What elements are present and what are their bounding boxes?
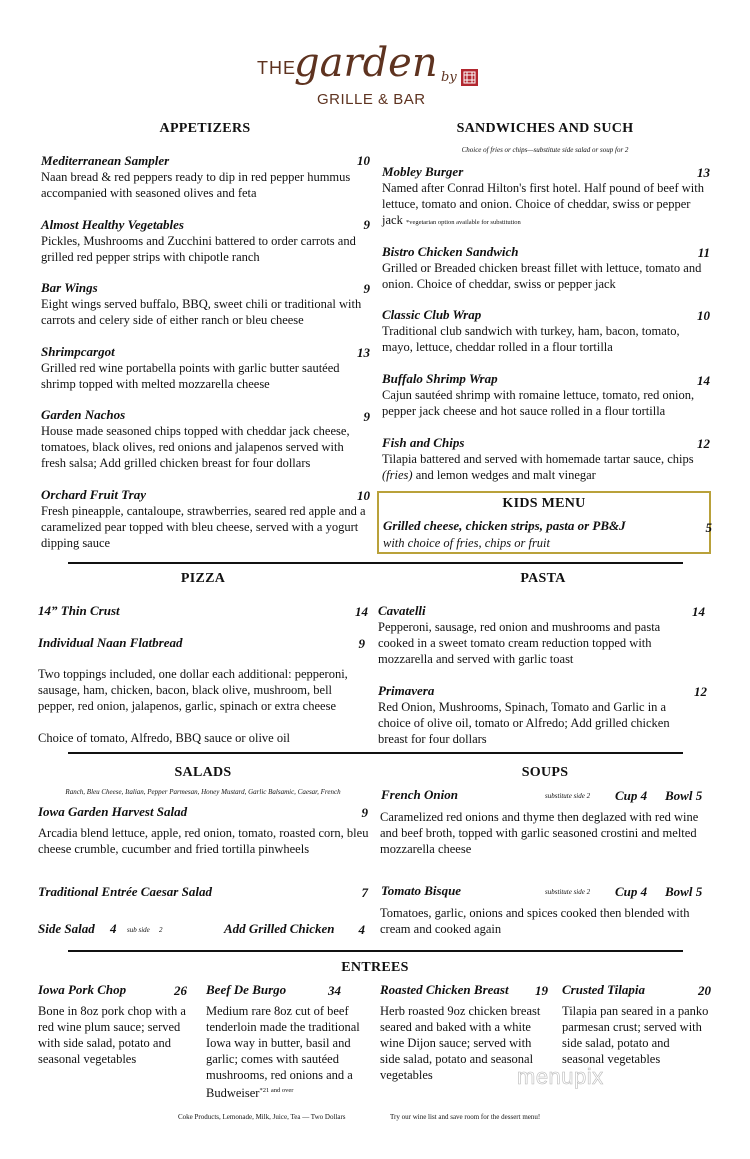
logo-the: THE <box>257 58 296 78</box>
sandwich-name: Classic Club Wrap <box>382 307 482 322</box>
entree-desc: Herb roasted 9oz chicken breast seared and baked with a white wine Dijon sauce; served with side salad, potato and seasonal vegetables <box>380 1004 541 1082</box>
soup-name: French Onion <box>381 787 458 802</box>
side-salad-name: Side Salad <box>38 921 95 936</box>
logo-grille-bar: GRILLE & BAR <box>317 91 426 108</box>
sandwich-price: 14 <box>697 373 710 388</box>
sandwich-price: 12 <box>697 436 710 451</box>
pasta-desc: Red Onion, Mushrooms, Spinach, Tomato and Garlic in a choice of olive oil, tomato or Alfredo; Add grilled chicken breast for four dollars <box>378 700 670 746</box>
pizza-price: 14 <box>355 604 368 619</box>
pasta-desc: Pepperoni, sausage, red onion and mushrooms and pasta cooked in a sweet tomato cream reduction topped with mozzarella and served with garlic toast <box>378 620 661 666</box>
menupix-watermark: menupix <box>517 1064 604 1089</box>
entree-name: Crusted Tilapia <box>562 982 645 997</box>
sandwich-name: Fish and Chips <box>382 435 465 450</box>
entrees-heading: ENTREES <box>341 960 409 975</box>
divider <box>68 562 683 564</box>
salads-heading: SALADS <box>174 765 232 780</box>
pasta-price: 14 <box>692 604 705 619</box>
sandwich-name: Mobley Burger <box>382 164 464 179</box>
salad-name: Iowa Garden Harvest Salad <box>38 804 188 819</box>
appetizer-name: Bar Wings <box>41 280 98 295</box>
appetizer-name: Almost Healthy Vegetables <box>41 217 184 232</box>
entree-desc-text: Medium rare 8oz cut of beef tenderloin made the traditional Iowa way in butter, basil and garlic; comes with sautéed mushrooms, red onions and a Budweiser <box>206 1004 360 1101</box>
appetizer-price: 10 <box>357 153 370 168</box>
pasta-price: 12 <box>694 684 707 699</box>
sandwich-desc: Grilled or Breaded chicken breast fillet with lettuce, tomato and onion. Choice of cheddar, swiss or pepper jack <box>382 261 702 291</box>
divider <box>68 752 683 754</box>
sandwiches-heading: SANDWICHES AND SUCH <box>456 121 634 136</box>
soups-heading: SOUPS <box>521 765 569 780</box>
logo-by: by <box>441 70 457 85</box>
appetizer-price: 9 <box>363 281 370 296</box>
kids-item-desc: with choice of fries, chips or fruit <box>383 536 551 550</box>
pizza-heading: PIZZA <box>180 571 226 586</box>
entree-name: Iowa Pork Chop <box>38 982 127 997</box>
pizza-price: 9 <box>358 636 365 651</box>
sandwich-price: 10 <box>697 308 710 323</box>
pizza-name: Individual Naan Flatbread <box>38 635 183 650</box>
sub-side-label: sub side <box>127 926 150 934</box>
appetizer-price: 10 <box>357 488 370 503</box>
appetizer-name: Shrimpcargot <box>41 344 115 359</box>
appetizer-price: 13 <box>357 345 370 360</box>
entree-price: 20 <box>698 983 711 998</box>
entree-name: Beef De Burgo <box>206 982 287 997</box>
entree-name: Roasted Chicken Breast <box>380 982 509 997</box>
appetizer-desc: House made seasoned chips topped with cheddar jack cheese, tomatoes, black olives, red onions and jalapenos served with fresh salsa; Add grilled chicken breast for four dollars <box>41 424 350 470</box>
soup-name: Tomato Bisque <box>381 883 462 898</box>
footer-wine: Try our wine list and save room for the dessert menu! <box>390 1113 541 1121</box>
soup-substitute: substitute side 2 <box>545 792 591 800</box>
sandwich-desc-text: and lemon wedges and malt vinegar <box>412 468 596 482</box>
footer-drinks: Coke Products, Lemonade, Milk, Juice, Tea — Two Dollars <box>178 1113 346 1121</box>
add-chicken-price: 4 <box>358 922 365 937</box>
salad-name: Traditional Entrée Caesar Salad <box>38 884 212 899</box>
appetizer-desc: Naan bread & red peppers ready to dip in red pepper hummus accompanied with seasoned olives and feta <box>41 170 351 200</box>
soup-bowl-price: Bowl 5 <box>665 788 703 803</box>
kids-item-price: 5 <box>705 520 712 535</box>
sandwich-desc: Cajun sautéed shrimp with romaine lettuce, tomato, red onion, pepper jack cheese and hot sauce rolled in a flour tortilla <box>382 388 695 418</box>
entree-price: 19 <box>535 983 548 998</box>
logo <box>250 38 500 118</box>
sub-side-price: 2 <box>159 926 163 934</box>
soup-substitute: substitute side 2 <box>545 888 591 896</box>
pasta-heading: PASTA <box>520 571 566 586</box>
soup-cup-price: Cup 4 <box>615 788 648 803</box>
appetizer-desc: Grilled red wine portabella points with garlic butter sautéed shrimp topped with melted mozzarella cheese <box>41 361 340 391</box>
sandwich-name: Bistro Chicken Sandwich <box>382 244 519 259</box>
sandwich-desc <box>382 451 712 483</box>
entree-price: 34 <box>328 983 341 998</box>
sandwich-price: 13 <box>697 165 710 180</box>
appetizer-name: Mediterranean Sampler <box>41 153 170 168</box>
kids-item-name: Grilled cheese, chicken strips, pasta or PB&J <box>383 518 626 533</box>
pasta-name: Primavera <box>378 683 435 698</box>
entree-desc: Bone in 8oz pork chop with a red wine plum sauce; served with side salad, potato and seasonal vegetables <box>38 1004 186 1066</box>
age-note: *21 and over <box>259 1087 294 1094</box>
sandwich-name: Buffalo Shrimp Wrap <box>382 371 498 386</box>
divider <box>68 950 683 952</box>
appetizer-price: 9 <box>363 409 370 424</box>
salad-desc: Arcadia blend lettuce, apple, red onion, tomato, roasted corn, bleu cheese crumble, cucumber and fried tortilla pinwheels <box>38 826 369 856</box>
soup-bowl-price: Bowl 5 <box>665 884 703 899</box>
soup-desc: Tomatoes, garlic, onions and spices cooked then blended with cream and cooked again <box>380 906 690 936</box>
vegetarian-note: *vegetarian option available for substitution <box>405 219 521 226</box>
soup-desc: Caramelized red onions and thyme then deglazed with red wine and beef broth, topped with garlic seasoned crostini and melted mozzarella cheese <box>380 810 699 856</box>
dressings-note: Ranch, Bleu Cheese, Italian, Pepper Parmesan, Honey Mustard, Garlic Balsamic, Caesar, French <box>65 788 341 796</box>
sandwich-desc-text: Named after Conrad Hilton's first hotel. Half pound of beef with lettuce, tomato and onion. Choice of cheddar, swiss or pepper jack <box>382 181 704 227</box>
appetizer-name: Garden Nachos <box>41 407 126 422</box>
appetizer-desc: Pickles, Mushrooms and Zucchini battered to order carrots and grilled red pepper strips with chipotle ranch <box>41 234 356 264</box>
appetizer-desc: Eight wings served buffalo, BBQ, sweet chili or traditional with carrots and celery side of either ranch or bleu cheese <box>41 297 362 327</box>
sandwich-desc-text: Tilapia battered and served with homemade tartar sauce, chips <box>382 452 694 466</box>
entree-price: 26 <box>174 983 187 998</box>
add-chicken-name: Add Grilled Chicken <box>224 921 335 936</box>
entree-desc: Tilapia pan seared in a panko parmesan crust; served with side salad, potato and seasonal vegetables <box>562 1004 709 1066</box>
sandwiches-note: Choice of fries or chips—substitute side salad or soup for 2 <box>461 146 629 154</box>
pizza-toppings: Two toppings included, one dollar each additional: pepperoni, sausage, ham, chicken, bacon, black olive, mushroom, bell pepper, red onion, jalapenos, garlic, spinach or extra cheese <box>38 667 348 713</box>
appetizer-price: 9 <box>363 217 370 232</box>
salad-price: 7 <box>361 885 368 900</box>
appetizers-heading: APPETIZERS <box>159 121 251 136</box>
logo-garden: garden <box>294 40 438 86</box>
sandwich-desc-emphasis: (fries) <box>382 468 413 482</box>
side-salad-price: 4 <box>110 921 117 936</box>
pizza-sauce: Choice of tomato, Alfredo, BBQ sauce or olive oil <box>38 731 291 745</box>
soup-cup-price: Cup 4 <box>615 884 648 899</box>
hilton-mark-icon <box>461 69 478 86</box>
sandwich-desc: Traditional club sandwich with turkey, ham, bacon, tomato, mayo, lettuce, cheddar rolled in a flour tortilla <box>382 324 680 354</box>
sandwich-desc <box>382 180 710 231</box>
salad-price: 9 <box>361 805 368 820</box>
kids-menu-heading: KIDS MENU <box>502 496 586 511</box>
pizza-name: 14” Thin Crust <box>38 603 120 618</box>
sandwich-price: 11 <box>697 245 710 260</box>
appetizer-name: Orchard Fruit Tray <box>41 487 146 502</box>
appetizer-desc: Fresh pineapple, cantaloupe, strawberries, seared red apple and a caramelized pear topped with bleu cheese, served with a yogurt dipping sauce <box>41 504 366 550</box>
entree-desc <box>206 1003 374 1101</box>
pasta-name: Cavatelli <box>378 603 426 618</box>
